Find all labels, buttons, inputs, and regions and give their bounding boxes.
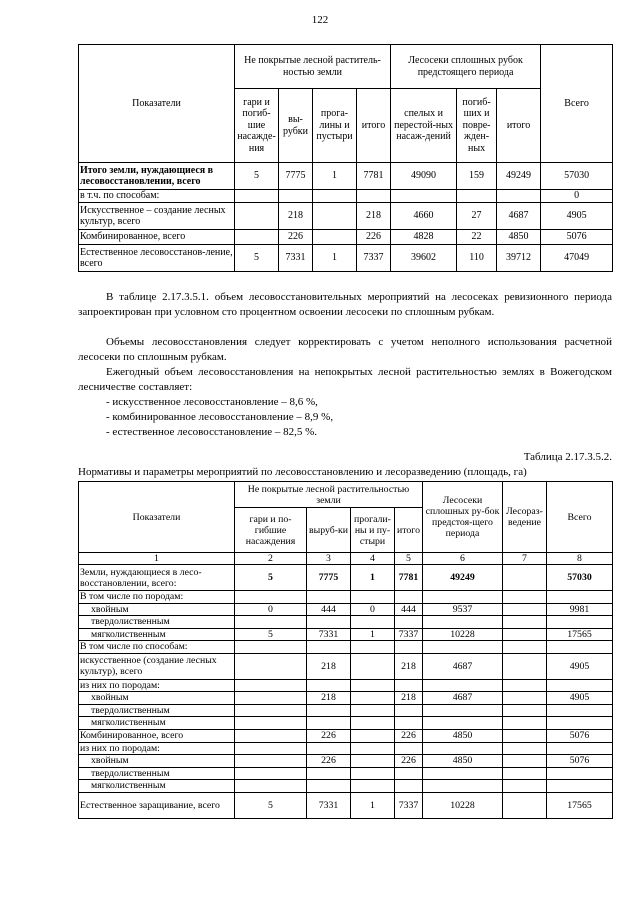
table-row — [79, 653, 613, 679]
cell — [351, 767, 395, 780]
cell — [351, 717, 395, 730]
cell — [503, 704, 547, 717]
cell — [503, 729, 547, 742]
cell: 4687 — [423, 653, 503, 679]
cell — [503, 755, 547, 768]
table-row — [79, 616, 613, 629]
cell — [235, 641, 307, 654]
cell: 5 — [235, 245, 279, 272]
cell — [235, 767, 307, 780]
cell: 4828 — [391, 230, 457, 245]
cell — [357, 190, 391, 203]
cell — [235, 653, 307, 679]
cell: 0 — [235, 603, 307, 616]
table-row — [79, 729, 613, 742]
row-label: хвойным — [79, 755, 235, 768]
cell: 9537 — [423, 603, 503, 616]
cell — [351, 692, 395, 705]
cell: 226 — [395, 755, 423, 768]
header-glades: прогали-ны и пу-стыри — [351, 508, 395, 553]
cell — [547, 591, 613, 604]
table-row — [79, 591, 613, 604]
cell — [395, 641, 423, 654]
column-number-row — [79, 553, 613, 565]
cell: 7781 — [357, 163, 391, 190]
row-label: твердолиственным — [79, 704, 235, 717]
cell: 49249 — [497, 163, 541, 190]
cell — [235, 742, 307, 755]
cell — [547, 641, 613, 654]
cell — [235, 190, 279, 203]
cell: 7775 — [279, 163, 313, 190]
cell — [423, 591, 503, 604]
cell — [313, 203, 357, 230]
cell: 39712 — [497, 245, 541, 272]
table-row — [79, 742, 613, 755]
cell: 7331 — [279, 245, 313, 272]
cell — [351, 755, 395, 768]
cell: 218 — [395, 653, 423, 679]
cell — [235, 704, 307, 717]
row-label: В том числе по породам: — [79, 591, 235, 604]
cell — [235, 780, 307, 793]
cell — [423, 780, 503, 793]
cell: 444 — [307, 603, 351, 616]
row-label: Комбинированное, всего — [79, 230, 235, 245]
cell — [351, 616, 395, 629]
cell — [235, 616, 307, 629]
header-glades: прога-лины и пустыри — [313, 89, 357, 163]
header-clearcut-areas: Лесосеки сплошных ру-бок предстоя-щего периода — [423, 482, 503, 553]
cell — [307, 591, 351, 604]
list-item: - естественное лесовосстановление – 82,5 %. — [106, 426, 318, 438]
cell — [423, 616, 503, 629]
table-row — [79, 704, 613, 717]
row-label: хвойным — [79, 603, 235, 616]
cell — [423, 767, 503, 780]
cell: 22 — [457, 230, 497, 245]
cell — [395, 616, 423, 629]
cell: 4850 — [497, 230, 541, 245]
table-row — [79, 767, 613, 780]
cell — [503, 616, 547, 629]
cell — [235, 679, 307, 692]
cell — [307, 616, 351, 629]
table-row — [79, 679, 613, 692]
cell — [547, 616, 613, 629]
paragraph-annual-volume: Ежегодный объем лесовосстановления на непокрытых лесной растительностью землях в Вожегодском лесничестве составляет: — [78, 366, 612, 393]
cell: 7781 — [395, 565, 423, 591]
cell: 218 — [307, 692, 351, 705]
header-subtotal: итого — [395, 508, 423, 553]
table-row — [79, 565, 613, 591]
cell — [423, 717, 503, 730]
cell — [423, 641, 503, 654]
cell — [351, 780, 395, 793]
cell: 4850 — [423, 755, 503, 768]
cell — [351, 591, 395, 604]
cell: 10228 — [423, 792, 503, 818]
row-label: твердолиственным — [79, 616, 235, 629]
cell: 7337 — [357, 245, 391, 272]
cell: 226 — [307, 755, 351, 768]
cell — [307, 717, 351, 730]
table-row — [79, 717, 613, 730]
cell — [503, 653, 547, 679]
cell: 4660 — [391, 203, 457, 230]
table-row — [79, 190, 613, 203]
header-subtotal-a: итого — [357, 89, 391, 163]
cell — [395, 780, 423, 793]
row-label: мягколиственным — [79, 628, 235, 641]
reforestation-volume-table — [78, 44, 613, 272]
cell — [503, 780, 547, 793]
cell: 57030 — [547, 565, 613, 591]
row-label: Искусственное – создание лесных культур, всего — [79, 203, 235, 230]
cell — [351, 653, 395, 679]
cell: 1 — [351, 628, 395, 641]
header-subtotal-b: итого — [497, 89, 541, 163]
table-row — [79, 163, 613, 190]
cell: 7775 — [307, 565, 351, 591]
cell — [307, 641, 351, 654]
header-damaged: погиб-ших и повре-жден-ных — [457, 89, 497, 163]
column-number: 8 — [547, 553, 613, 565]
table-row — [79, 692, 613, 705]
cell — [307, 742, 351, 755]
cell — [503, 565, 547, 591]
table-row — [79, 203, 613, 230]
paragraph-adjustment-note: Объемы лесовосстановления следует корректировать с учетом неполного использования расчетной лесосеки по сплошным рубкам. — [78, 336, 612, 363]
cell: 218 — [395, 692, 423, 705]
cell: 5 — [235, 792, 307, 818]
cell: 17565 — [547, 628, 613, 641]
cell — [351, 704, 395, 717]
cell: 5076 — [541, 230, 613, 245]
cell — [423, 704, 503, 717]
column-number: 2 — [235, 553, 307, 565]
column-number: 1 — [79, 553, 235, 565]
table-row — [79, 755, 613, 768]
cell — [235, 230, 279, 245]
row-label: Естественное лесовосстанов-ление, всего — [79, 245, 235, 272]
cell: 7337 — [395, 628, 423, 641]
cell: 5 — [235, 163, 279, 190]
cell: 4687 — [423, 692, 503, 705]
cell — [395, 742, 423, 755]
header-total: Всего — [547, 482, 613, 553]
cell: 1 — [351, 792, 395, 818]
cell: 159 — [457, 163, 497, 190]
cell: 39602 — [391, 245, 457, 272]
cell — [313, 190, 357, 203]
cell — [503, 717, 547, 730]
cell: 226 — [357, 230, 391, 245]
header-indicators: Показатели — [79, 482, 235, 553]
header-unforested-land: Не покрытые лесной раститель-ностью земли — [235, 45, 391, 89]
header-afforestation: Лесораз-ведение — [503, 482, 547, 553]
header-unforested-land: Не покрытые лесной растительностью земли — [235, 482, 423, 508]
cell — [547, 767, 613, 780]
cell — [395, 767, 423, 780]
cell: 0 — [541, 190, 613, 203]
cell — [503, 767, 547, 780]
cell — [423, 679, 503, 692]
cell — [307, 704, 351, 717]
table-row — [79, 230, 613, 245]
cell: 57030 — [541, 163, 613, 190]
header-cuts: выруб-ки — [307, 508, 351, 553]
cell: 226 — [307, 729, 351, 742]
header-burns: гари и погиб-шие насажде-ния — [235, 89, 279, 163]
cell: 7331 — [307, 628, 351, 641]
cell: 5076 — [547, 755, 613, 768]
header-cuts: вы-рубки — [279, 89, 313, 163]
row-label: Итого земли, нуждающиеся в лесовосстановлении, всего — [79, 163, 235, 190]
cell — [307, 679, 351, 692]
table-row — [79, 628, 613, 641]
cell — [503, 679, 547, 692]
column-number: 6 — [423, 553, 503, 565]
cell — [547, 780, 613, 793]
cell — [351, 679, 395, 692]
header-burns: гари и по-гибшие насаждения — [235, 508, 307, 553]
cell — [351, 742, 395, 755]
table-row — [79, 245, 613, 272]
header-indicators: Показатели — [79, 45, 235, 163]
table-row — [79, 641, 613, 654]
column-number: 7 — [503, 553, 547, 565]
cell — [307, 780, 351, 793]
cell — [313, 230, 357, 245]
cell — [423, 742, 503, 755]
cell: 4905 — [547, 692, 613, 705]
cell: 7331 — [307, 792, 351, 818]
cell — [395, 679, 423, 692]
table-row — [79, 780, 613, 793]
page-number: 122 — [311, 14, 329, 26]
column-number: 4 — [351, 553, 395, 565]
cell — [235, 591, 307, 604]
cell — [547, 717, 613, 730]
header-mature: спелых и перестой-ных насаж-дений — [391, 89, 457, 163]
reforestation-norms-table — [78, 481, 613, 819]
cell — [503, 628, 547, 641]
cell — [503, 641, 547, 654]
cell: 9981 — [547, 603, 613, 616]
row-label: в т.ч. по способам: — [79, 190, 235, 203]
cell — [457, 190, 497, 203]
cell: 10228 — [423, 628, 503, 641]
cell: 218 — [357, 203, 391, 230]
cell — [503, 603, 547, 616]
cell — [503, 591, 547, 604]
row-label: искусственное (создание лесных культур), всего — [79, 653, 235, 679]
cell: 5 — [235, 565, 307, 591]
cell: 4850 — [423, 729, 503, 742]
cell — [395, 591, 423, 604]
cell — [503, 742, 547, 755]
row-label: Земли, нуждающиеся в лесо-восстановлении, всего: — [79, 565, 235, 591]
cell — [395, 704, 423, 717]
cell — [235, 729, 307, 742]
cell — [351, 729, 395, 742]
row-label: из них по породам: — [79, 679, 235, 692]
cell — [235, 755, 307, 768]
cell — [497, 190, 541, 203]
cell — [391, 190, 457, 203]
cell — [235, 203, 279, 230]
row-label: В том числе по способам: — [79, 641, 235, 654]
cell — [547, 742, 613, 755]
cell — [235, 692, 307, 705]
list-item: - искусственное лесовосстановление – 8,6 %, — [106, 396, 318, 408]
column-number: 5 — [395, 553, 423, 565]
cell: 226 — [279, 230, 313, 245]
cell — [547, 704, 613, 717]
paragraph-volume-note: В таблице 2.17.3.5.1. объем лесовосстановительных мероприятий на лесосеках ревизионного периода запроектирован при условном сто процентном освоении лесосеки по сплошным рубкам. — [78, 291, 612, 318]
cell: 1 — [313, 163, 357, 190]
cell — [547, 679, 613, 692]
cell — [279, 190, 313, 203]
cell — [503, 792, 547, 818]
cell: 1 — [313, 245, 357, 272]
cell: 218 — [279, 203, 313, 230]
cell: 4905 — [547, 653, 613, 679]
cell: 218 — [307, 653, 351, 679]
cell: 47049 — [541, 245, 613, 272]
cell — [307, 767, 351, 780]
row-label: мягколиственным — [79, 717, 235, 730]
cell — [235, 717, 307, 730]
cell: 444 — [395, 603, 423, 616]
list-item: - комбинированное лесовосстановление – 8,9 %, — [106, 411, 334, 423]
cell — [351, 641, 395, 654]
row-label: хвойным — [79, 692, 235, 705]
table-title: Нормативы и параметры мероприятий по лесовосстановлению и лесоразведению (площадь, га) — [78, 466, 527, 478]
row-label: Комбинированное, всего — [79, 729, 235, 742]
cell: 0 — [351, 603, 395, 616]
cell: 4905 — [541, 203, 613, 230]
cell: 4687 — [497, 203, 541, 230]
table-row — [79, 792, 613, 818]
column-number: 3 — [307, 553, 351, 565]
cell: 5076 — [547, 729, 613, 742]
cell: 7337 — [395, 792, 423, 818]
row-label: из них по породам: — [79, 742, 235, 755]
cell: 1 — [351, 565, 395, 591]
cell: 5 — [235, 628, 307, 641]
cell — [395, 717, 423, 730]
row-label: мягколиственным — [79, 780, 235, 793]
cell: 27 — [457, 203, 497, 230]
table-number: Таблица 2.17.3.5.2. — [523, 451, 612, 463]
cell: 17565 — [547, 792, 613, 818]
cell: 110 — [457, 245, 497, 272]
row-label: Естественное заращивание, всего — [79, 792, 235, 818]
table-row — [79, 603, 613, 616]
row-label: твердолиственным — [79, 767, 235, 780]
header-total: Всего — [541, 45, 613, 163]
cell: 226 — [395, 729, 423, 742]
cell — [503, 692, 547, 705]
header-clearcut-areas: Лесосеки сплошных рубок предстоящего периода — [391, 45, 541, 89]
cell: 49249 — [423, 565, 503, 591]
cell: 49090 — [391, 163, 457, 190]
